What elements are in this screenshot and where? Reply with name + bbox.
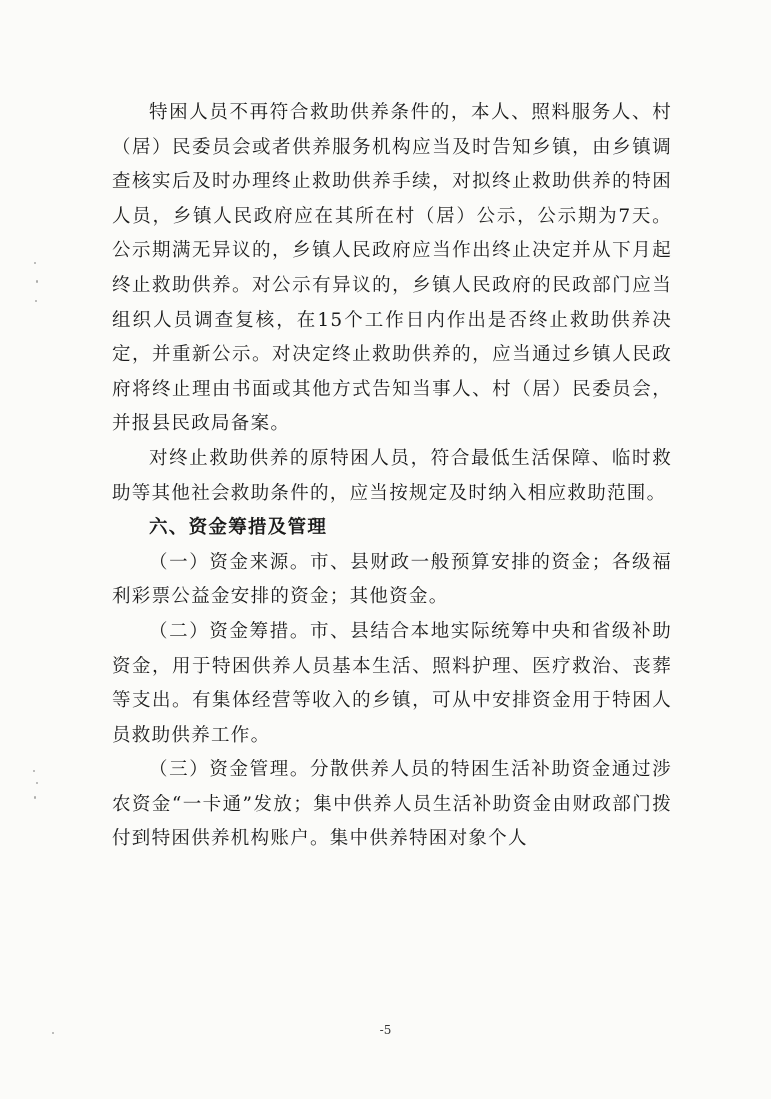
paragraph-termination: 特困人员不再符合救助供养条件的，本人、照料服务人、村（居）民委员会或者供养服务机构应当及时告知乡镇，由乡镇调查核实后及时办理终止救助供养手续，对拟终止救助供养的特困人员，乡镇人民政府应在其所在村（居）公示，公示期为7天。公示期满无异议的，乡镇人民政府应当作出终止决定并从下月起终止救助供养。对公示有异议的，乡镇人民政府的民政部门应当组织人员调查复核，在15个工作日内作出是否终止救助供养决定，并重新公示。对决定终止救助供养的，应当通过乡镇人民政府将终止理由书面或其他方式告知当事人、村（居）民委员会，并报县民政局备案。: [112, 102, 672, 435]
scan-speck: [52, 1032, 54, 1034]
document-body: [112, 96, 672, 857]
paragraph-other-assistance: 对终止救助供养的原特困人员，符合最低生活保障、临时救助等其他社会救助条件的，应当按规定及时纳入相应救助范围。: [112, 447, 672, 504]
scan-speck: [34, 262, 36, 264]
scan-speck: [36, 782, 38, 784]
scan-speck: [35, 300, 37, 302]
scan-speck: [33, 770, 35, 772]
scan-speck: [36, 280, 38, 283]
paragraph-fund-management: （三）资金管理。分散供养人员的特困生活补助资金通过涉农资金“一卡通”发放；集中供养人员生活补助资金由财政部门拨付到特困供养机构账户。集中供养特困对象个人: [112, 759, 672, 850]
paragraph-fund-source: （一）资金来源。市、县财政一般预算安排的资金；各级福利彩票公益金安排的资金；其他资金。: [112, 551, 672, 608]
paragraph-fund-raising: （二）资金筹措。市、县结合本地实际统筹中央和省级补助资金，用于特困供养人员基本生活、照料护理、医疗救治、丧葬等支出。有集体经营等收入的乡镇，可从中安排资金用于特困人员救助供养工作。: [112, 620, 672, 746]
scan-speck: [34, 796, 36, 799]
page-number: -5: [379, 1023, 392, 1037]
section-heading: 六、资金筹措及管理: [149, 517, 328, 539]
